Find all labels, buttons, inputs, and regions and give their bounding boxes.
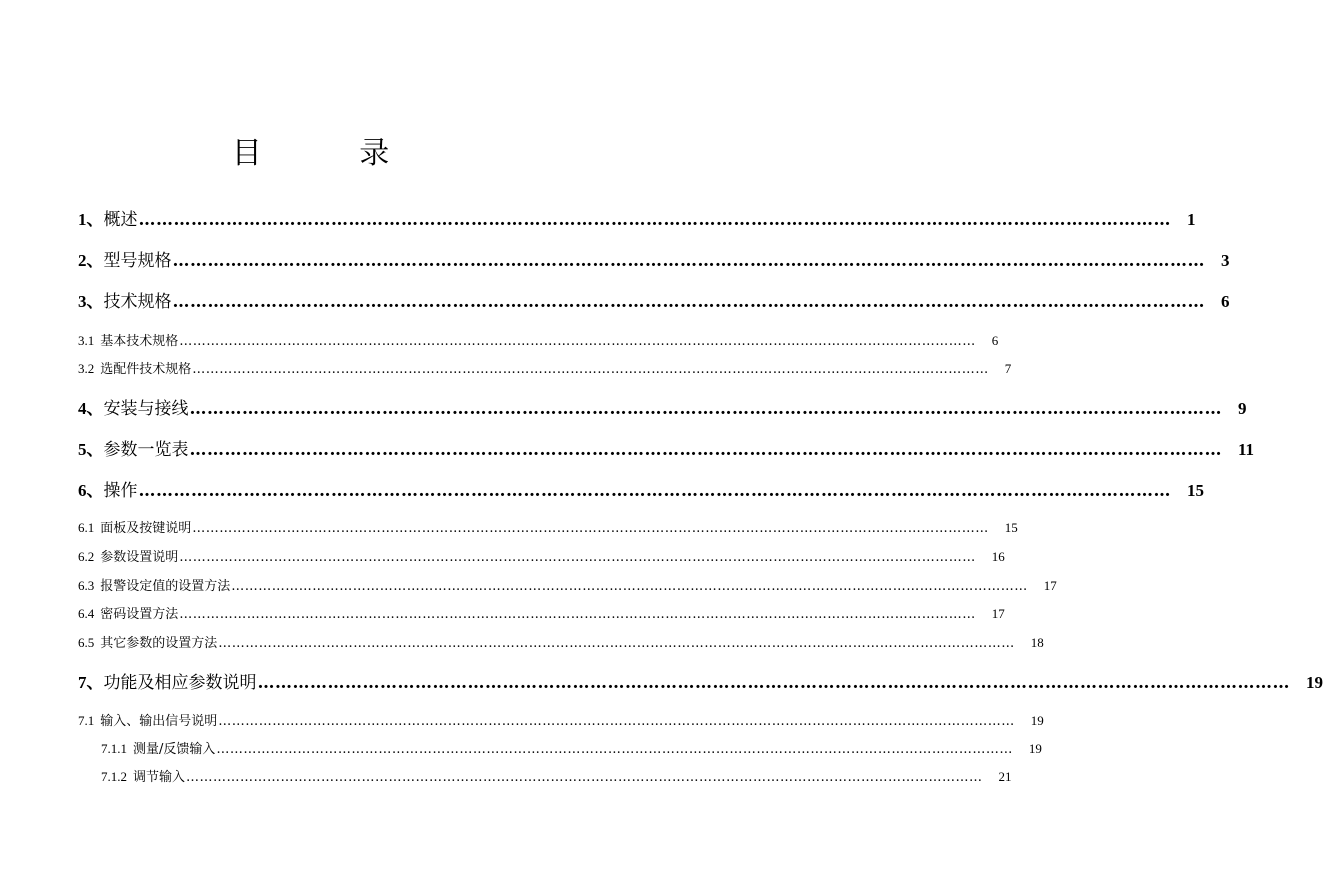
toc-entry-3-1[interactable] [78,330,999,349]
toc-leader-dots: …………………………………………………………………………………………………………………………………………………………… [138,481,1171,501]
toc-entry-text: 参数一览表 [103,440,189,460]
toc-entry-page: 18 [1030,635,1044,650]
toc-entry-text: 其它参数的设置方法 [100,636,218,651]
toc-entry-4[interactable] [78,394,1247,419]
toc-leader-dots: …………………………………………………………………………………………………………………………………………………………… [179,607,976,622]
page-title: 目 录 [231,136,434,171]
toc-entry-text: 型号规格 [103,251,172,271]
toc-leader-dots: …………………………………………………………………………………………………………………………………………………………… [216,742,1013,757]
toc-leader-dots: …………………………………………………………………………………………………………………………………………………………… [218,636,1015,651]
toc-entry-text: 选配件技术规格 [100,362,192,377]
toc-entry-number: 5、 [78,440,104,459]
toc-entry-number: 1、 [78,210,104,229]
toc-entry-number: 2、 [78,251,104,270]
toc-entry-6-5[interactable] [78,632,1044,651]
toc-leader-dots: …………………………………………………………………………………………………………………………………………………………… [257,673,1290,693]
toc-entry-page: 9 [1238,399,1247,418]
toc-leader-dots: …………………………………………………………………………………………………………………………………………………………… [189,440,1222,460]
toc-entry-text: 测量/反馈输入 [133,742,216,757]
toc-entry-page: 17 [991,606,1005,621]
toc-entry-number: 6.1 [78,520,95,535]
toc-entry-text: 输入、输出信号说明 [100,714,218,729]
toc-entry-number: 6.2 [78,549,95,564]
toc-entry-page: 15 [1187,481,1204,500]
toc-entry-page: 11 [1238,440,1255,459]
toc-entry-7-1-1[interactable] [101,738,1042,757]
toc-leader-dots: …………………………………………………………………………………………………………………………………………………………… [192,521,989,536]
toc-leader-dots: …………………………………………………………………………………………………………………………………………………………… [138,210,1171,230]
toc-entry-6-1[interactable] [78,517,1018,536]
toc-entry-text: 基本技术规格 [100,334,179,349]
toc-leader-dots: …………………………………………………………………………………………………………………………………………………………… [231,579,1028,594]
toc-entry-text: 功能及相应参数说明 [103,673,257,693]
toc-entry-page: 3 [1221,251,1230,270]
toc-entry-number: 7.1.2 [101,769,127,784]
toc-entry-number: 3、 [78,292,104,311]
toc-entry-page: 6 [1221,292,1230,311]
toc-entry-page: 19 [1030,713,1044,728]
toc-entry-7[interactable] [78,668,1323,693]
toc-entry-text: 技术规格 [103,292,172,312]
toc-entry-7-1-2[interactable] [101,766,1012,785]
toc-entry-text: 面板及按键说明 [100,521,192,536]
toc-leader-dots: …………………………………………………………………………………………………………………………………………………………… [172,292,1205,312]
toc-entry-page: 19 [1028,741,1042,756]
toc-leader-dots: …………………………………………………………………………………………………………………………………………………………… [218,714,1015,729]
toc-entry-number: 7、 [78,673,104,692]
toc-entry-text: 概述 [103,210,138,230]
toc-entry-number: 3.1 [78,333,95,348]
toc-entry-text: 报警设定值的设置方法 [100,579,231,594]
toc-entry-6-3[interactable] [78,575,1057,594]
toc-entry-number: 7.1.1 [101,741,127,756]
toc-entry-6-2[interactable] [78,546,1005,565]
toc-entry-5[interactable] [78,435,1255,460]
toc-entry-3[interactable] [78,287,1230,312]
toc-entry-1[interactable] [78,205,1196,230]
toc-entry-number: 4、 [78,399,104,418]
toc-entry-page: 1 [1187,210,1196,229]
toc-entry-text: 参数设置说明 [100,550,179,565]
toc-entry-number: 7.1 [78,713,95,728]
toc-entry-page: 19 [1306,673,1323,692]
toc-entry-number: 3.2 [78,361,95,376]
toc-entry-text: 密码设置方法 [100,607,179,622]
toc-entry-text: 操作 [103,481,138,501]
toc-leader-dots: …………………………………………………………………………………………………………………………………………………………… [179,334,976,349]
toc-entry-7-1[interactable] [78,710,1044,729]
toc-leader-dots: …………………………………………………………………………………………………………………………………………………………… [189,399,1222,419]
toc-entry-page: 16 [991,549,1005,564]
toc-entry-number: 6、 [78,481,104,500]
toc-leader-dots: …………………………………………………………………………………………………………………………………………………………… [186,770,983,785]
toc-entry-number: 6.4 [78,606,95,621]
toc-entry-page: 15 [1004,520,1018,535]
toc-entry-2[interactable] [78,246,1230,271]
toc-entry-page: 6 [991,333,999,348]
toc-entry-3-2[interactable] [78,358,1012,377]
toc-entry-page: 17 [1043,578,1057,593]
toc-entry-number: 6.5 [78,635,95,650]
toc-entry-page: 7 [1004,361,1012,376]
toc-leader-dots: …………………………………………………………………………………………………………………………………………………………… [179,550,976,565]
toc-entry-number: 6.3 [78,578,95,593]
toc-entry-page: 21 [998,769,1012,784]
toc-entry-text: 安装与接线 [103,399,189,419]
toc-entry-6-4[interactable] [78,603,1005,622]
toc-entry-text: 调节输入 [133,770,186,785]
toc-leader-dots: …………………………………………………………………………………………………………………………………………………………… [192,362,989,377]
toc-leader-dots: …………………………………………………………………………………………………………………………………………………………… [172,251,1205,271]
toc-entry-6[interactable] [78,476,1204,501]
